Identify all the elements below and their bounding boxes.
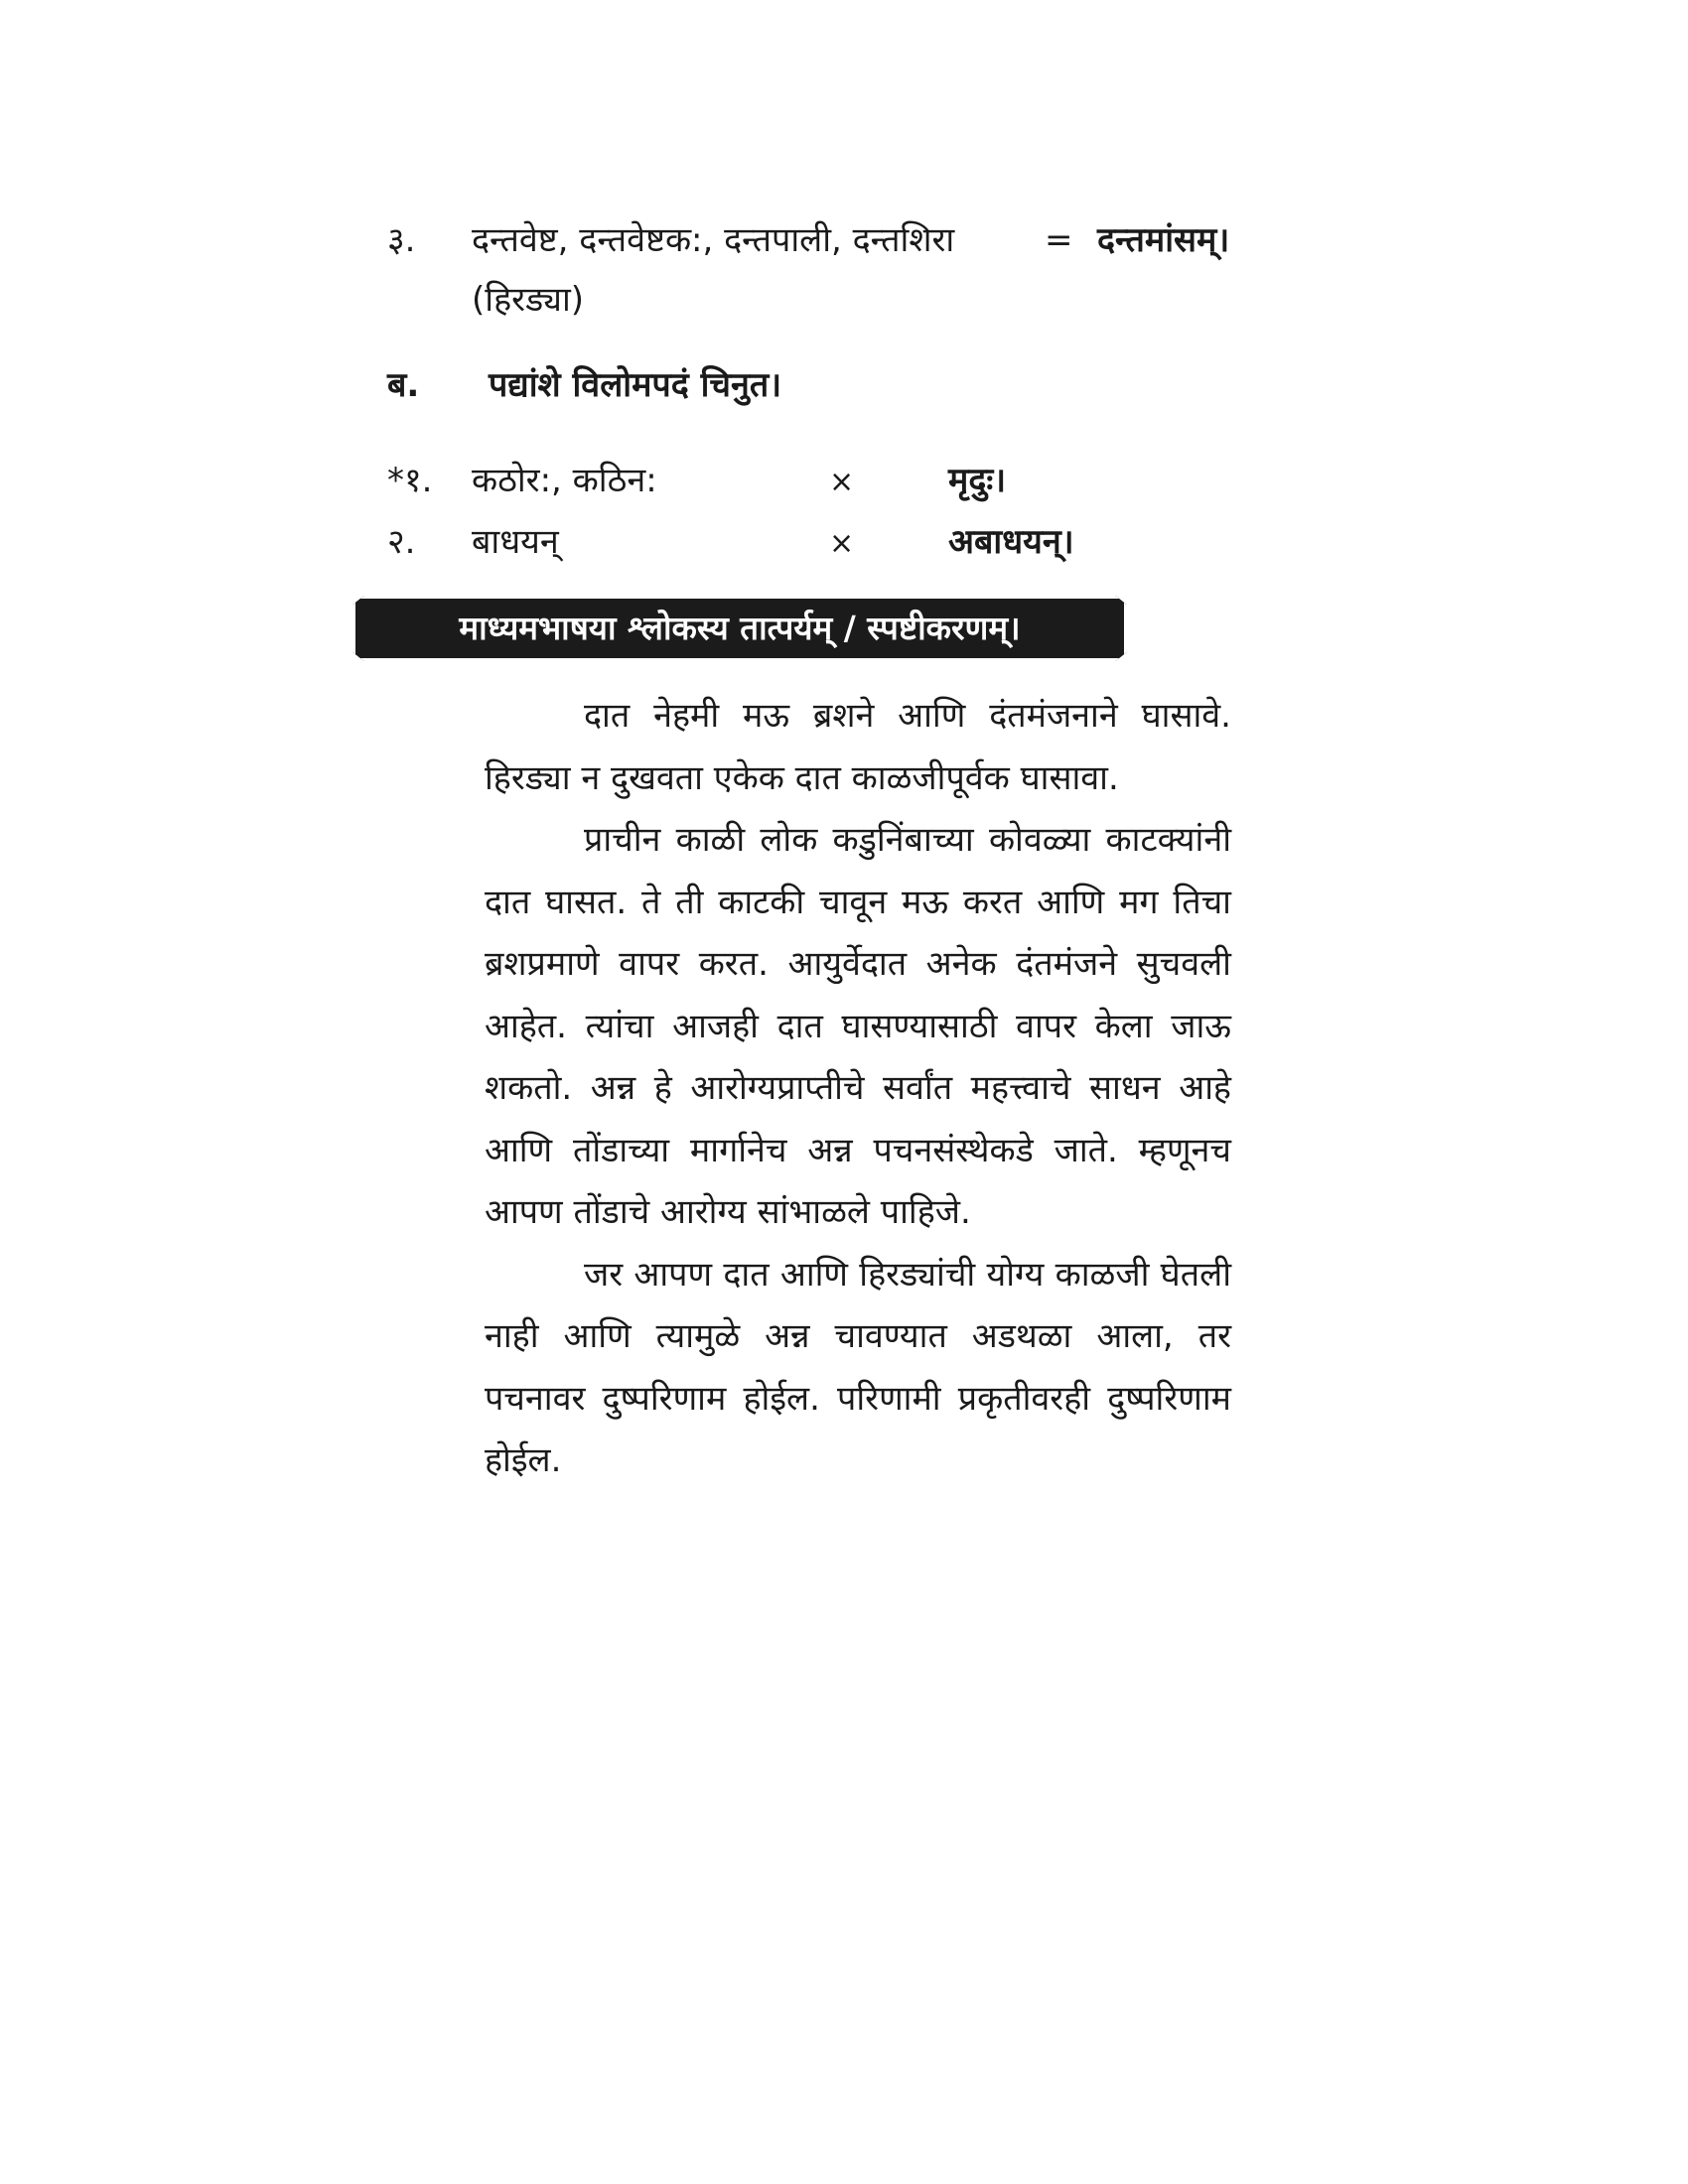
synonym-item-gloss: (हिरड्या) (472, 280, 585, 320)
synonym-item-words: दन्तवेष्ट, दन्तवेष्टक:, दन्तपाली, दन्तशिरा (472, 220, 955, 260)
section-banner-title: माध्यमभाषया श्लोकस्य तात्पर्यम् / स्पष्टीकरणम्। (459, 609, 1021, 647)
antonym-item-answer: अबाधयन्। (948, 522, 1074, 562)
synonym-item-answer: दन्तमांसम्। (1097, 220, 1230, 260)
antonym-item-answer: मृदुः। (948, 461, 1007, 500)
antonym-cross-sign: × (829, 526, 855, 561)
antonym-item-number: *१. (387, 461, 433, 500)
synonym-equals-sign: = (1045, 220, 1073, 260)
synonym-item-number: ३. (387, 220, 416, 260)
section-b-title: पद्यांशे विलोमपदं चिनुत। (489, 365, 782, 405)
antonym-item-word: कठोर:, कठिन: (472, 461, 657, 500)
antonym-item-number: २. (387, 522, 416, 562)
antonym-cross-sign: × (829, 465, 855, 499)
explanation-body (485, 685, 1231, 1492)
section-b-marker: ब. (387, 365, 420, 405)
explanation-paragraph: प्राचीन काळी लोक कडुनिंबाच्या कोवळ्या काटक्यांनी दात घासत. ते ती काटकी चावून मऊ करत आणि मग तिचा ब्रशप्रमाणे वापर करत. आयुर्वेदात अनेक दंतमंजने सुचवली आहेत. त्यांचा आजही दात घासण्यासाठी वापर केला जाऊ शकतो. अन्न हे आरोग्यप्राप्तीचे सर्वांत महत्त्वाचे साधन आहे आणि तोंडाच्या मार्गानेच अन्न पचनसंस्थेकडे जाते. म्हणूनच आपण तोंडाचे आरोग्य सांभाळले पाहिजे. (485, 820, 1231, 1232)
antonym-item-word: बाधयन् (472, 522, 559, 562)
explanation-paragraph: दात नेहमी मऊ ब्रशने आणि दंतमंजनाने घासावे. हिरड्या न दुखवता एकेक दात काळजीपूर्वक घासावा. (485, 696, 1231, 798)
explanation-paragraph: जर आपण दात आणि हिरड्यांची योग्य काळजी घेतली नाही आणि त्यामुळे अन्न चावण्यात अडथळा आला, तर पचनावर दुष्परिणाम होईल. परिणामी प्रकृतीवरही दुष्परिणाम होईल. (485, 1254, 1231, 1480)
